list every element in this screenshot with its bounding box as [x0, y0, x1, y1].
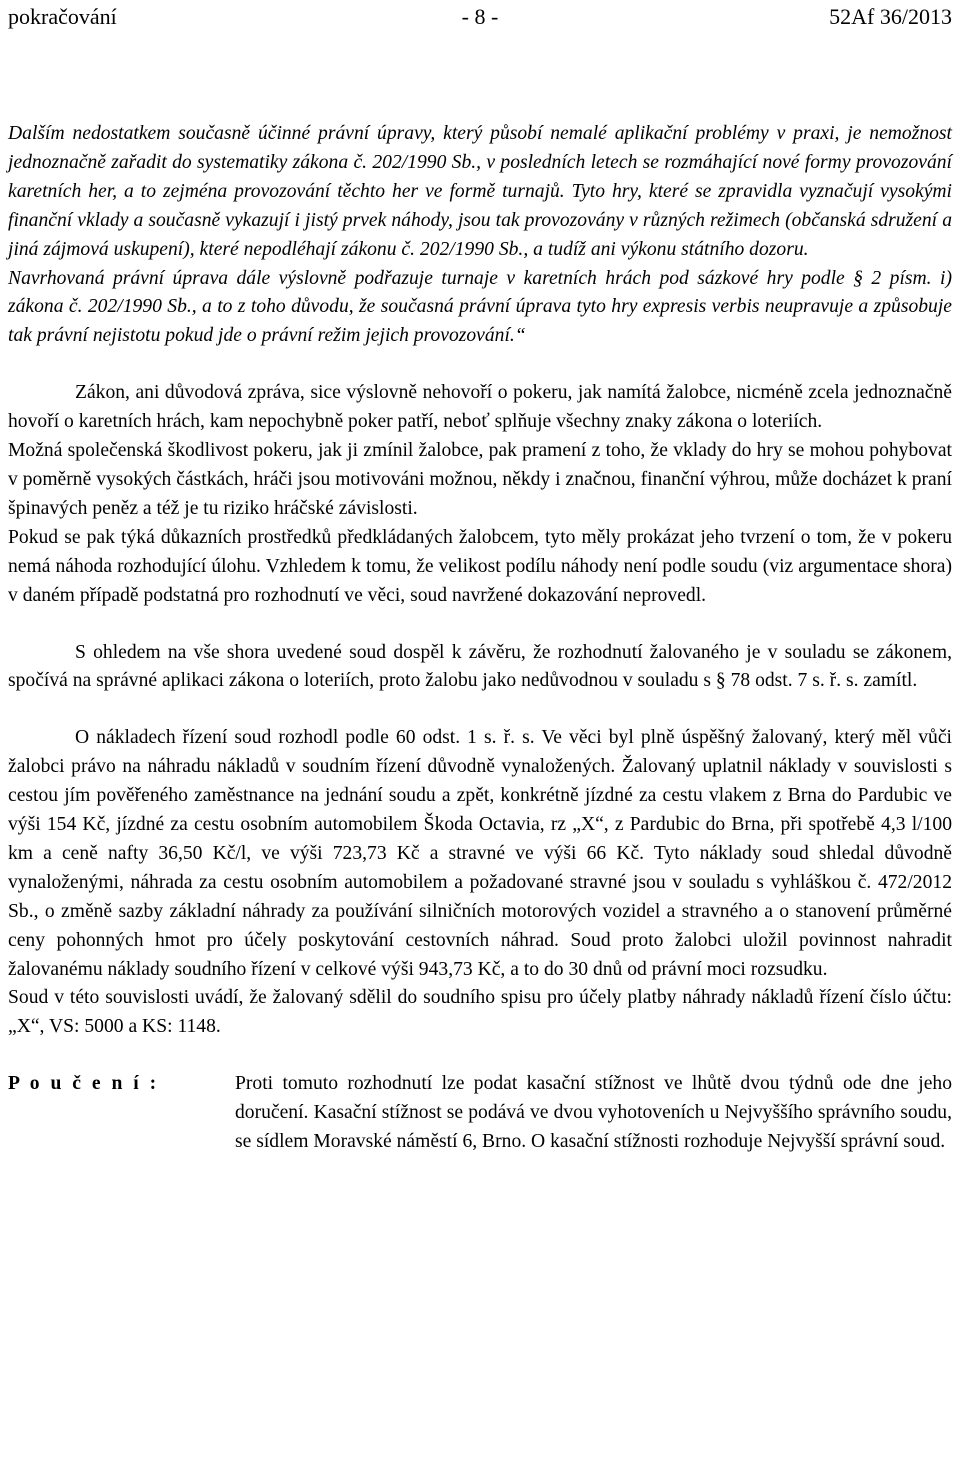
spacer: [8, 351, 952, 379]
paragraph-ucet: Soud v této souvislosti uvádí, že žalovaný sdělil do soudního spisu pro účely platby náhrady nákladů řízení číslo účtu: „X“, VS: 5000 a KS: 1148.: [8, 987, 952, 1038]
quoted-paragraph-1: Dalším nedostatkem současně účinné právní úpravy, který působí nemalé aplikační problémy v praxi, je nemožnost jednoznačně zařadit do systematiky zákona č. 202/1990 Sb., v posledních letech se rozmáhající nové formy provozování karetních her, a to zejména provozování těchto her ve formě turnajů. Tyto hry, které se zpravidla vyznačují vysokými finanční vklady a současně vykazují i jistý prvek náhody, jsou tak provozovány v různých režimech (občanská sdružení a jiná zájmová uskupení), které nepodléhají zákonu č. 202/1990 Sb., a tudíž ani výkonu státního dozoru.: [8, 123, 952, 260]
header-continuation: pokračování: [8, 4, 117, 29]
quoted-paragraph-2: Navrhovaná právní úprava dále výslovně podřazuje turnaje v karetních hrách pod sázkové hry podle § 2 písm. i) zákona č. 202/1990 Sb., a to z toho důvodu, že současná právní úprava tyto hry expresis verbis neupravuje a způsobuje tak právní nejistotu pokud jde o právní režim jejich provozování.“: [8, 267, 952, 347]
spacer: [8, 696, 952, 724]
page-number: - 8 -: [461, 4, 499, 29]
spacer: [8, 1042, 952, 1070]
case-number: 52Af 36/2013: [829, 4, 952, 29]
document-body: [8, 120, 952, 1157]
paragraph-zaver: S ohledem na vše shora uvedené soud dospěl k závěru, že rozhodnutí žalovaného je v souladu se zákonem, spočívá na správné aplikaci zákona o loteriích, proto žalobu jako nedůvodnou v souladu s § 78 odst. 7 s. ř. s. zamítl.: [8, 641, 952, 692]
instruction-text: Proti tomuto rozhodnutí lze podat kasační stížnost ve lhůtě dvou týdnů ode dne jeho doručení. Kasační stížnost se podává ve dvou vyhotoveních u Nejvyššího správního soudu, se sídlem Moravské náměstí 6, Brno. O kasační stížnosti rozhoduje Nejvyšší správní soud.: [235, 1073, 952, 1153]
paragraph-law-karetni-hry: Zákon, ani důvodová zpráva, sice výslovně nehovoří o pokeru, jak namítá žalobce, nicméně zcela jednoznačně hovoří o karetních hrách, kam nepochybně poker patří, neboť splňuje všechny znaky zákona o loteriích.: [8, 382, 952, 433]
paragraph-skodlivost: Možná společenská škodlivost pokeru, jak ji zmínil žalobce, pak pramení z toho, že vklady do hry se mohou pohybovat v poměrně vysokých částkách, hráči jsou motivováni možnou, někdy i značnou, finanční výhrou, může docházet k praní špinavých peněz a též je tu riziko hráčské závislosti.: [8, 440, 952, 519]
instruction-section: [8, 1070, 952, 1157]
paragraph-naklady: O nákladech řízení soud rozhodl podle 60 odst. 1 s. ř. s. Ve věci byl plně úspěšný žalovaný, který měl vůči žalobci právo na náhradu nákladů v soudním řízení důvodně vynaložených. Žalovaný uplatnil náklady v souvislosti s cestou jím pověřeného zaměstnance na jednání soudu a zpět, konkrétně jízdné za cestu vlakem z Brna do Pardubic ve výši 154 Kč, jízdné za cestu osobním automobilem Škoda Octavia, rz „X“, z Pardubic do Brna, při spotřebě 4,3 l/100 km a ceně nafty 36,50 Kč/l, ve výši 723,73 Kč a stravné ve výši 66 Kč. Tyto náklady soud shledal důvodně vynaloženými, náhrada za cestu osobním automobilem a požadované stravné jsou v souladu s vyhláškou č. 472/2012 Sb., o změně sazby základní náhrady za používání silničních motorových vozidel a stravného a o stanovení průměrné ceny pohonných hmot pro účely poskytování cestovních náhrad. Soud proto žalobci uložil povinnost nahradit žalovanému náklady soudního řízení v celkové výši 943,73 Kč, a to do 30 dnů od právní moci rozsudku.: [8, 727, 952, 980]
paragraph-dukazy: Pokud se pak týká důkazních prostředků předkládaných žalobcem, tyto měly prokázat jeho tvrzení o tom, že v pokeru nemá náhoda rozhodující úlohu. Vzhledem k tomu, že velikost podílu náhody není podle soudu (viz argumentace shora) v daném případě podstatná pro rozhodnutí ve věci, soud navržené dokazování neprovedl.: [8, 526, 952, 606]
page-header: [8, 4, 952, 34]
instruction-label: P o u č e n í :: [8, 1073, 160, 1095]
spacer: [8, 611, 952, 639]
